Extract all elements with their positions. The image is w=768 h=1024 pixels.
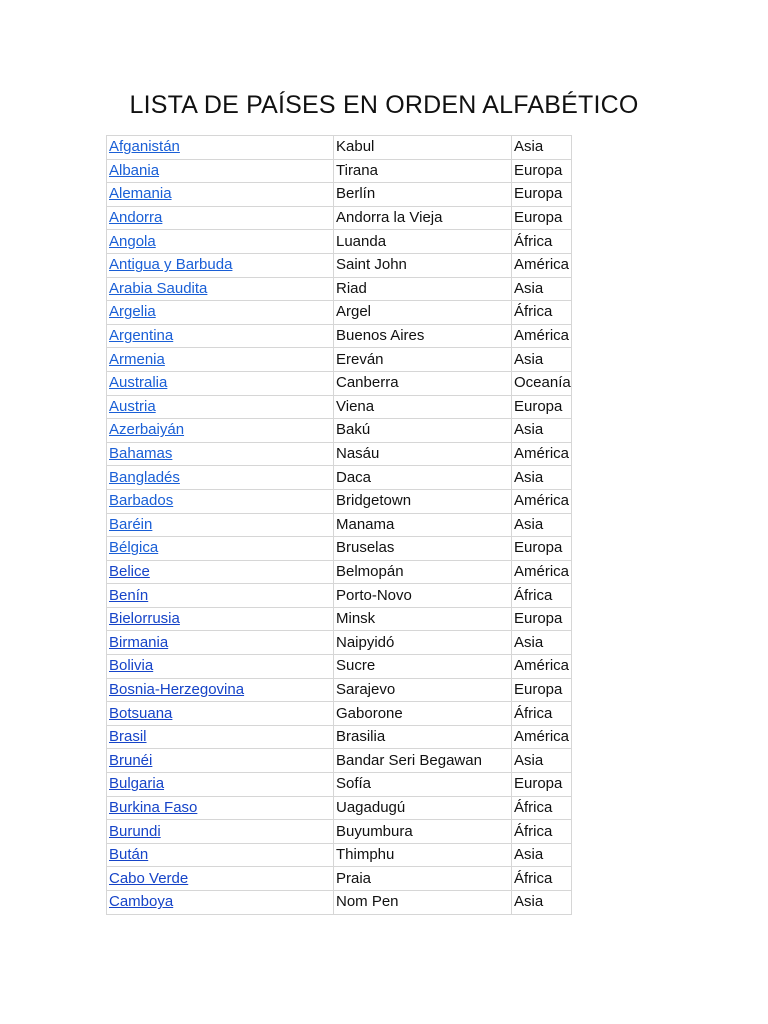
table-row: [107, 843, 572, 867]
capital-cell: Thimphu: [334, 843, 512, 867]
continent-cell: Europa: [512, 607, 572, 631]
country-cell: [107, 183, 334, 207]
country-link[interactable]: Cabo Verde: [109, 869, 189, 887]
country-cell: [107, 537, 334, 561]
countries-table: [106, 135, 572, 915]
continent-cell: Europa: [512, 183, 572, 207]
country-cell: [107, 230, 334, 254]
capital-cell: Luanda: [334, 230, 512, 254]
table-row: [107, 867, 572, 891]
capital-cell: Belmopán: [334, 560, 512, 584]
continent-cell: Asia: [512, 277, 572, 301]
country-cell: [107, 301, 334, 325]
table-row: [107, 725, 572, 749]
country-link[interactable]: Austria: [109, 397, 156, 415]
table-row: [107, 796, 572, 820]
country-link[interactable]: Arabia Saudita: [109, 279, 208, 297]
country-link[interactable]: Burkina Faso: [109, 798, 198, 816]
continent-cell: Asia: [512, 513, 572, 537]
continent-cell: Asia: [512, 843, 572, 867]
country-cell: [107, 773, 334, 797]
continent-cell: África: [512, 820, 572, 844]
capital-cell: Minsk: [334, 607, 512, 631]
country-cell: [107, 277, 334, 301]
country-link[interactable]: Armenia: [109, 350, 165, 368]
continent-cell: Asia: [512, 891, 572, 915]
table-row: [107, 702, 572, 726]
country-cell: [107, 419, 334, 443]
capital-cell: Riad: [334, 277, 512, 301]
page-title: LISTA DE PAÍSES EN ORDEN ALFABÉTICO: [129, 91, 639, 119]
table-row: [107, 749, 572, 773]
table-row: [107, 537, 572, 561]
continent-cell: Asia: [512, 348, 572, 372]
capital-cell: Argel: [334, 301, 512, 325]
country-cell: [107, 749, 334, 773]
table-row: [107, 301, 572, 325]
table-row: [107, 513, 572, 537]
country-link[interactable]: Bután: [109, 846, 149, 864]
capital-cell: Brasilia: [334, 725, 512, 749]
country-link[interactable]: Argelia: [109, 303, 156, 321]
country-cell: [107, 371, 334, 395]
country-link[interactable]: Azerbaiyán: [109, 421, 185, 439]
country-cell: [107, 159, 334, 183]
continent-cell: Europa: [512, 537, 572, 561]
country-cell: [107, 631, 334, 655]
table-row: [107, 324, 572, 348]
continent-cell: África: [512, 796, 572, 820]
capital-cell: Kabul: [334, 136, 512, 160]
country-link[interactable]: Botsuana: [109, 704, 173, 722]
capital-cell: Manama: [334, 513, 512, 537]
country-cell: [107, 560, 334, 584]
capital-cell: Nasáu: [334, 442, 512, 466]
table-row: [107, 466, 572, 490]
capital-cell: Sucre: [334, 655, 512, 679]
country-cell: [107, 513, 334, 537]
country-cell: [107, 206, 334, 230]
table-row: [107, 560, 572, 584]
country-link[interactable]: Andorra: [109, 209, 163, 227]
country-link[interactable]: Bélgica: [109, 539, 159, 557]
continent-cell: África: [512, 867, 572, 891]
table-row: [107, 395, 572, 419]
capital-cell: Canberra: [334, 371, 512, 395]
table-row: [107, 253, 572, 277]
country-cell: [107, 584, 334, 608]
country-link[interactable]: Brunéi: [109, 751, 153, 769]
capital-cell: Ereván: [334, 348, 512, 372]
country-link[interactable]: Angola: [109, 232, 156, 250]
continent-cell: África: [512, 702, 572, 726]
continent-cell: América: [512, 655, 572, 679]
country-cell: [107, 348, 334, 372]
capital-cell: Praia: [334, 867, 512, 891]
continent-cell: América: [512, 489, 572, 513]
country-link[interactable]: Antigua y Barbuda: [109, 256, 233, 274]
capital-cell: Gaborone: [334, 702, 512, 726]
table-row: [107, 820, 572, 844]
table-row: [107, 348, 572, 372]
continent-cell: Asia: [512, 631, 572, 655]
capital-cell: Berlín: [334, 183, 512, 207]
country-link[interactable]: Bosnia-Herzegovina: [109, 680, 245, 698]
table-row: [107, 584, 572, 608]
table-row: [107, 159, 572, 183]
table-row: [107, 442, 572, 466]
table-row: [107, 678, 572, 702]
country-link[interactable]: Argentina: [109, 327, 174, 345]
table-row: [107, 371, 572, 395]
country-cell: [107, 253, 334, 277]
country-cell: [107, 702, 334, 726]
country-link[interactable]: Australia: [109, 374, 168, 392]
country-cell: [107, 466, 334, 490]
country-cell: [107, 843, 334, 867]
table-row: [107, 183, 572, 207]
continent-cell: África: [512, 584, 572, 608]
continent-cell: África: [512, 230, 572, 254]
capital-cell: Nom Pen: [334, 891, 512, 915]
country-cell: [107, 655, 334, 679]
continent-cell: Asia: [512, 136, 572, 160]
country-cell: [107, 136, 334, 160]
capital-cell: Daca: [334, 466, 512, 490]
capital-cell: Viena: [334, 395, 512, 419]
capital-cell: Saint John: [334, 253, 512, 277]
capital-cell: Sofía: [334, 773, 512, 797]
table-row: [107, 773, 572, 797]
capital-cell: Bruselas: [334, 537, 512, 561]
table-row: [107, 891, 572, 915]
country-link[interactable]: Bielorrusia: [109, 610, 180, 628]
capital-cell: Bakú: [334, 419, 512, 443]
country-link[interactable]: Bangladés: [109, 468, 180, 486]
continent-cell: América: [512, 725, 572, 749]
country-link[interactable]: Bahamas: [109, 445, 173, 463]
capital-cell: Naipyidó: [334, 631, 512, 655]
country-cell: [107, 324, 334, 348]
table-row: [107, 655, 572, 679]
table-row: [107, 230, 572, 254]
continent-cell: Europa: [512, 159, 572, 183]
capital-cell: Buyumbura: [334, 820, 512, 844]
continent-cell: Asia: [512, 419, 572, 443]
countries-table-body: [107, 136, 572, 915]
continent-cell: Asia: [512, 749, 572, 773]
country-link[interactable]: Albania: [109, 161, 160, 179]
country-link[interactable]: Camboya: [109, 893, 174, 911]
continent-cell: América: [512, 253, 572, 277]
country-cell: [107, 725, 334, 749]
continent-cell: América: [512, 442, 572, 466]
country-link[interactable]: Benín: [109, 586, 149, 604]
table-row: [107, 419, 572, 443]
country-link[interactable]: Brasil: [109, 728, 147, 746]
country-cell: [107, 796, 334, 820]
continent-cell: África: [512, 301, 572, 325]
country-link[interactable]: Afganistán: [109, 138, 180, 156]
continent-cell: Asia: [512, 466, 572, 490]
table-row: [107, 489, 572, 513]
capital-cell: Bridgetown: [334, 489, 512, 513]
capital-cell: Sarajevo: [334, 678, 512, 702]
capital-cell: Buenos Aires: [334, 324, 512, 348]
country-cell: [107, 489, 334, 513]
country-cell: [107, 607, 334, 631]
table-row: [107, 206, 572, 230]
capital-cell: Porto-Novo: [334, 584, 512, 608]
table-row: [107, 136, 572, 160]
country-link[interactable]: Burundi: [109, 822, 161, 840]
country-link[interactable]: Birmania: [109, 633, 169, 651]
country-cell: [107, 820, 334, 844]
country-cell: [107, 395, 334, 419]
country-cell: [107, 891, 334, 915]
continent-cell: Europa: [512, 395, 572, 419]
capital-cell: Bandar Seri Begawan: [334, 749, 512, 773]
country-link[interactable]: Baréin: [109, 515, 153, 533]
capital-cell: Tirana: [334, 159, 512, 183]
capital-cell: Andorra la Vieja: [334, 206, 512, 230]
country-cell: [107, 678, 334, 702]
table-row: [107, 277, 572, 301]
table-row: [107, 631, 572, 655]
country-cell: [107, 442, 334, 466]
continent-cell: América: [512, 560, 572, 584]
continent-cell: Europa: [512, 773, 572, 797]
table-row: [107, 607, 572, 631]
country-cell: [107, 867, 334, 891]
continent-cell: Europa: [512, 206, 572, 230]
country-link[interactable]: Bolivia: [109, 657, 154, 675]
country-link[interactable]: Barbados: [109, 492, 174, 510]
country-link[interactable]: Belice: [109, 562, 150, 580]
capital-cell: Uagadugú: [334, 796, 512, 820]
country-link[interactable]: Alemania: [109, 185, 172, 203]
continent-cell: América: [512, 324, 572, 348]
country-link[interactable]: Bulgaria: [109, 775, 165, 793]
continent-cell: Europa: [512, 678, 572, 702]
continent-cell: Oceanía: [512, 371, 572, 395]
